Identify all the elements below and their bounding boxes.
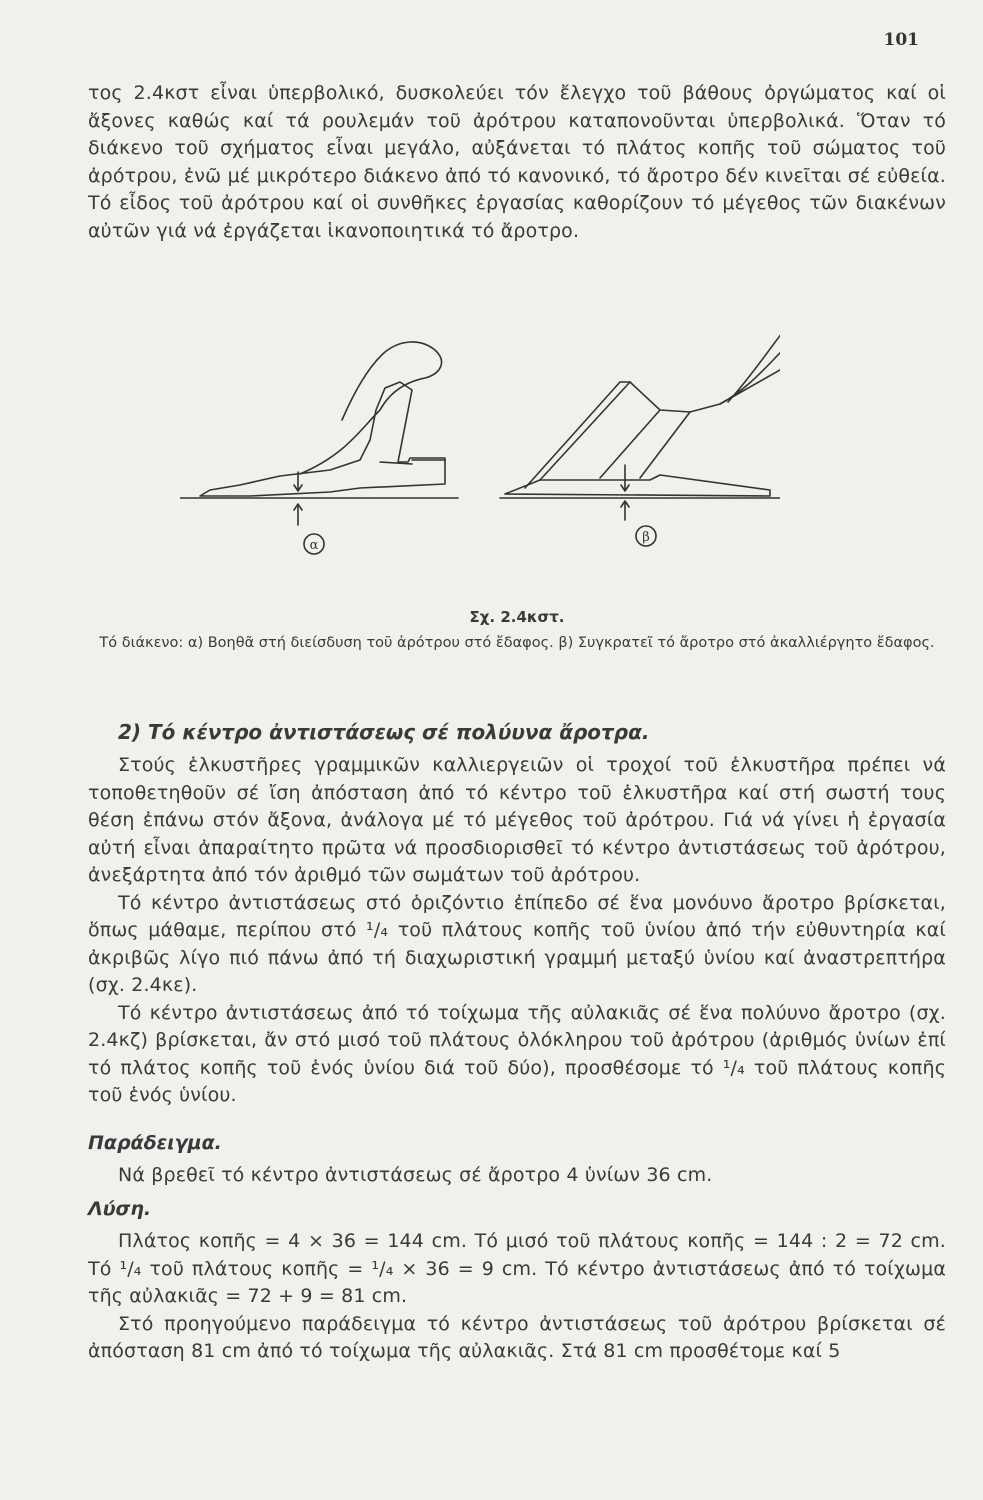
section-paragraph-3: Τό κέντρο ἀντιστάσεως ἀπό τό τοίχωμα τῆς αὐλακιᾶς σέ ἕνα πολύυνο ἄροτρο (σχ. 2.4κζ) βρίσκεται, ἄν στό μισό τοῦ πλάτους ὁλόκληρου τοῦ ἀρότρου (ἀριθμός ὑνίων ἐπί τό πλάτος κοπῆς τοῦ ἑνός ὑνίου διά τοῦ δύο), προσθέσομε τό ¹/₄ τοῦ πλάτους κοπῆς τοῦ ἑνός ὑνίου. — [88, 1001, 946, 1106]
landside-b — [525, 382, 630, 488]
intro-paragraph: τος 2.4κστ εἶναι ὑπερβολικό, δυσκολεύει τόν ἔλεγχο τοῦ βάθους ὀργώματος καί οἱ ἄξονες καθώς καί τά ρουλεμάν τοῦ ἀρότρου καταπονοῦνται ὑπερβολικά. Ὅταν τό διάκενο τοῦ σχήματος εἶναι μεγάλο, αὐξάνεται τό πλάτος κοπῆς τοῦ σώματος τοῦ ἀρότρου, ἐνῶ μέ μικρότερο διάκενο ἀπό τό κανονικό, τό ἄροτρο δέν κινεῖται σέ εὐθεία. Τό εἶδος τοῦ ἀρότρου καί οἱ συνθῆκες ἐργασίας καθορίζουν τό μέγεθος τῶν διακένων αὐτῶν γιά νά ἐργάζεται ἱκανοποιητικά τό ἄροτρο. — [88, 82, 946, 242]
solution-heading: Λύση. — [88, 1198, 152, 1220]
intro-paragraph-block — [88, 80, 946, 245]
page-number: 101 — [883, 30, 919, 50]
plough-body-a — [200, 382, 445, 496]
caption-text: Τό διάκενο: α) Βοηθᾶ στή διείσδυση τοῦ ἀρότρου στό ἔδαφος. β) Συγκρατεῖ τό ἄροτρο στό ἀκαλλιέργητο ἔδαφος. — [99, 635, 935, 651]
plough-base-b — [505, 475, 770, 496]
figure-caption — [88, 608, 946, 654]
section-body — [88, 752, 946, 1110]
mouldboard-ribs-b — [600, 410, 690, 478]
example-heading: Παράδειγμα. — [88, 1132, 222, 1154]
plough-gap-figure — [180, 330, 780, 580]
caption-title: Σχ. 2.4κστ. — [469, 608, 565, 626]
label-a: α — [309, 538, 319, 553]
label-b: β — [642, 530, 650, 545]
plough-gap-diagram — [180, 330, 780, 580]
section-paragraph-1: Στούς ἑλκυστῆρες γραμμικῶν καλλιεργειῶν οἱ τροχοί τοῦ ἑλκυστῆρα πρέπει νά τοποθετηθοῦν σέ ἴση ἀπόσταση ἀπό τό κέντρο τοῦ ἑλκυστῆρα καί στή σωστή τους θέση ἐπάνω στόν ἄξονα, ἀνάλογα μέ τό μέγεθος τοῦ ἀρότρου. Γιά νά γίνει ἡ ἐργασία αὐτή εἶναι ἀπαραίτητο πρῶτα νά προσδιορισθεῖ τό κέντρο ἀντιστάσεως τοῦ ἀρότρου, ἀνεξάρτητα ἀπό τόν ἀριθμό τῶν σωμάτων τοῦ ἀρότρου. — [88, 754, 946, 886]
section-title: 2) Τό κέντρο ἀντιστάσεως σέ πολύυνα ἄροτρα. — [118, 720, 650, 744]
example-text: Νά βρεθεῖ τό κέντρο ἀντιστάσεως σέ ἄροτρο 4 ὑνίων 36 cm. — [118, 1164, 713, 1186]
plough-detail-a — [380, 460, 445, 464]
solution-paragraph-1: Πλάτος κοπῆς = 4 × 36 = 144 cm. Τό μισό τοῦ πλάτους κοπῆς = 144 : 2 = 72 cm. Τό ¹/₄ τοῦ πλάτους κοπῆς = ¹/₄ × 36 = 9 cm. Τό κέντρο ἀντιστάσεως ἀπό τό τοίχωμα τῆς αὐλακιᾶς = 72 + 9 = 81 cm. — [88, 1230, 946, 1307]
solution-block — [88, 1198, 946, 1366]
example-block — [88, 1132, 946, 1190]
section-paragraph-2: Τό κέντρο ἀντιστάσεως στό ὁριζόντιο ἐπίπεδο σέ ἕνα μονόυνο ἄροτρο βρίσκεται, ὅπως μάθαμε, περίπου στό ¹/₄ τοῦ πλάτους κοπῆς τοῦ ὑνίου ἀπό τήν εὐθυντηρία καί ἀκριβῶς λίγο πιό πάνω ἀπό τή διαχωριστική γραμμή μεταξύ ὑνίου καί ἀναστρεπτήρα (σχ. 2.4κε). — [88, 891, 946, 996]
mouldboard-a — [300, 342, 442, 474]
solution-paragraph-2: Στό προηγούμενο παράδειγμα τό κέντρο ἀντιστάσεως τοῦ ἀρότρου βρίσκεται σέ ἀπόσταση 81 cm ἀπό τό τοίχωμα τῆς αὐλακιᾶς. Στά 81 cm προσθέτομε καί 5 — [88, 1312, 946, 1362]
mouldboard-wing-b — [720, 330, 780, 404]
